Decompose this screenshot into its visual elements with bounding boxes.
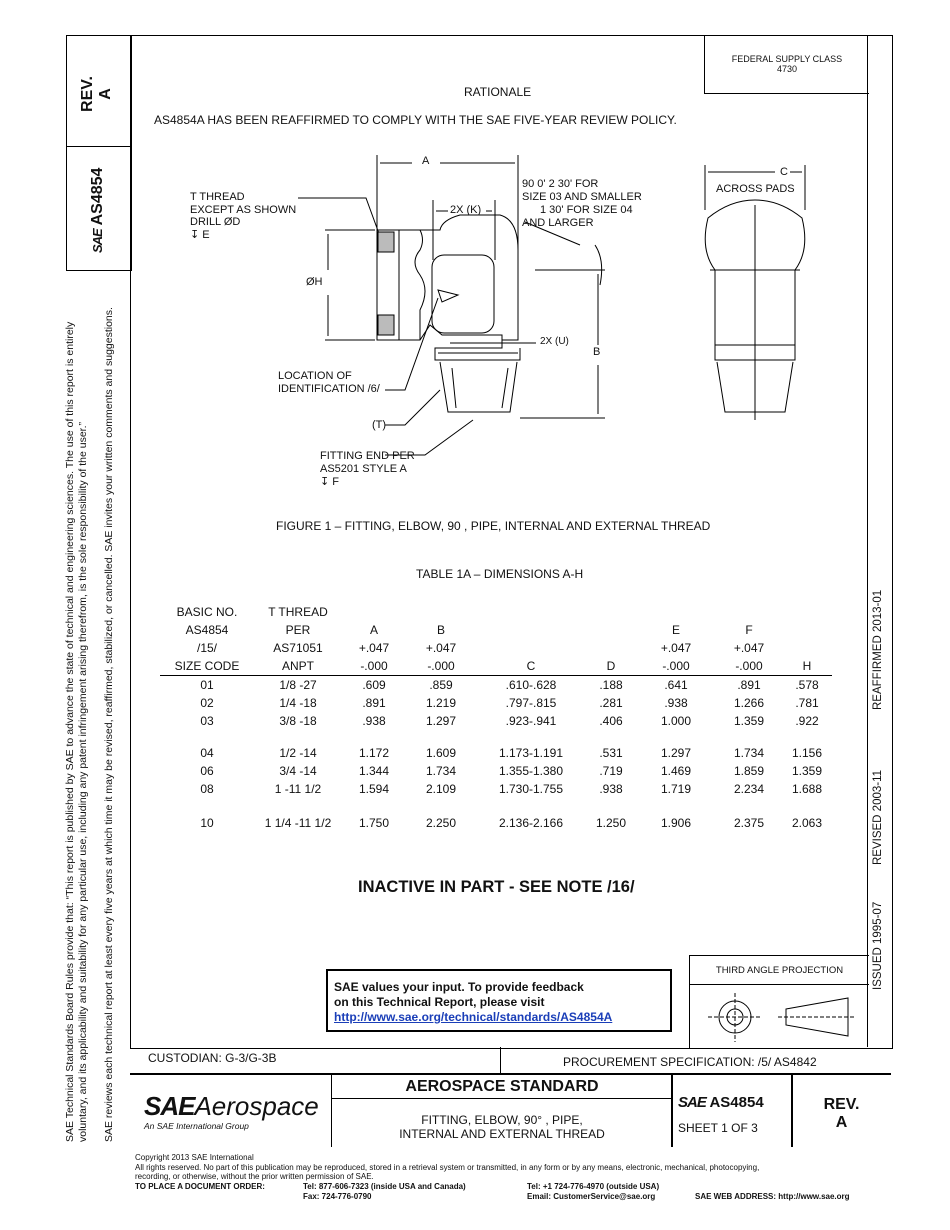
- order-label: TO PLACE A DOCUMENT ORDER:: [135, 1181, 265, 1191]
- sae-aerospace-logo: [130, 1074, 332, 1147]
- angle-note: [522, 178, 642, 230]
- procurement-spec: PROCUREMENT SPECIFICATION: /5/ AS4842: [563, 1055, 817, 1069]
- sheet-number: SHEET 1 OF 3: [678, 1121, 758, 1135]
- third-angle-box: [689, 955, 869, 1049]
- table-cell: 2.063: [791, 816, 823, 830]
- table-cell: [716, 730, 782, 744]
- table-cell: +.047: [425, 641, 457, 655]
- table-header-row: [160, 657, 832, 676]
- fitting-note-line: AS5201 STYLE A: [320, 463, 407, 475]
- feedback-line-2: on this Technical Report, please visit: [334, 995, 545, 1009]
- table-cell: 1.172: [358, 746, 390, 760]
- table-cell: .719: [599, 764, 623, 778]
- table-cell: [476, 798, 586, 814]
- logo-sae: SAE: [144, 1091, 195, 1121]
- table-cell: [636, 603, 716, 621]
- table-cell: 2.234: [733, 782, 765, 796]
- table-cell: [782, 621, 832, 639]
- table-cell: .938: [599, 782, 623, 796]
- table-cell: AS71051: [273, 641, 323, 655]
- thread-note-line: DRILL ØD: [190, 216, 241, 228]
- table-cell: [782, 730, 832, 744]
- table-row: [160, 744, 832, 762]
- table-header-row: [160, 621, 832, 639]
- table-cell: D: [586, 657, 636, 676]
- web-address[interactable]: SAE WEB ADDRESS: http://www.sae.org: [695, 1191, 850, 1201]
- table-row: [160, 762, 832, 780]
- table-cell: A: [369, 623, 378, 637]
- table-cell: [716, 798, 782, 814]
- dimensions-table: [160, 603, 832, 832]
- projection-symbol-icon: [698, 990, 863, 1046]
- table-title: TABLE 1A – DIMENSIONS A-H: [416, 567, 584, 581]
- issued-date: ISSUED 1995-07: [872, 901, 884, 990]
- dim-c-label: C: [780, 166, 788, 178]
- table-cell: [160, 730, 254, 744]
- table-cell: [586, 621, 636, 639]
- thread-note-line: EXCEPT AS SHOWN: [190, 203, 297, 216]
- table-cell: [342, 603, 406, 621]
- dim-a-label: A: [422, 155, 430, 167]
- feedback-box: [326, 969, 672, 1032]
- table-cell: 1.734: [425, 764, 457, 778]
- table-cell: [636, 730, 716, 744]
- fitting-note-line: ↧ F: [320, 476, 339, 488]
- table-cell: 1.219: [425, 696, 457, 710]
- table-cell: 1/2 -14: [279, 746, 317, 760]
- table-cell: [254, 798, 342, 814]
- phone-intl: Tel: +1 724-776-4970 (outside USA): [527, 1181, 660, 1191]
- table-cell: 3/4 -14: [279, 764, 317, 778]
- dim-b-label: B: [593, 346, 601, 358]
- table-cell: [476, 730, 586, 744]
- rev-label: REV.: [79, 76, 96, 112]
- custodian: CUSTODIAN: G-3/G-3B: [148, 1051, 277, 1065]
- table-cell: 08: [200, 782, 214, 796]
- table-cell: 04: [200, 746, 214, 760]
- table-cell: [160, 798, 254, 814]
- table-cell: /15/: [196, 641, 217, 655]
- table-cell: PER: [285, 623, 311, 637]
- copyright: Copyright 2013 SAE International: [135, 1153, 254, 1162]
- table-cell: [342, 798, 406, 814]
- email[interactable]: Email: CustomerService@sae.org: [527, 1191, 656, 1201]
- table-cell: 1.719: [660, 782, 692, 796]
- table-cell: 1.469: [660, 764, 692, 778]
- table-cell: .797-.815: [505, 696, 557, 710]
- table-cell: ANPT: [254, 657, 342, 676]
- table-cell: 3/8 -18: [279, 714, 317, 728]
- table-cell: AS4854: [185, 623, 229, 637]
- table-header-row: [160, 603, 832, 621]
- table-spacer: [160, 798, 832, 814]
- table-cell: C: [476, 657, 586, 676]
- doc-number-box: [66, 145, 132, 271]
- table-cell: 2.109: [425, 782, 457, 796]
- table-cell: .891: [362, 696, 386, 710]
- table-row: [160, 814, 832, 832]
- table-cell: 10: [200, 816, 214, 830]
- sae-logo-small: SAE: [90, 229, 105, 253]
- table-cell: 03: [200, 714, 214, 728]
- title-block: [130, 1047, 891, 1147]
- ident-note-line: LOCATION OF: [278, 370, 352, 382]
- table-cell: 2.250: [425, 816, 457, 830]
- fax: Fax: 724-776-0790: [303, 1191, 372, 1201]
- table-cell: 1.297: [425, 714, 457, 728]
- table-cell: .938: [664, 696, 688, 710]
- table-cell: +.047: [660, 641, 692, 655]
- table-cell: [716, 603, 782, 621]
- table-cell: +.047: [358, 641, 390, 655]
- table-cell: 1.355-1.380: [498, 764, 564, 778]
- table-row: [160, 712, 832, 730]
- across-pads-label: ACROSS PADS: [716, 183, 795, 195]
- table-cell: 1.000: [660, 714, 692, 728]
- table-cell: 1.750: [358, 816, 390, 830]
- federal-supply-class: [704, 35, 869, 94]
- table-cell: .188: [599, 678, 623, 692]
- doc-sae-logo: SAE: [678, 1094, 706, 1111]
- table-cell: [406, 730, 476, 744]
- table-cell: 1.266: [733, 696, 765, 710]
- table-spacer: [160, 730, 832, 744]
- inactive-note: INACTIVE IN PART - SEE NOTE /16/: [358, 878, 635, 896]
- table-cell: 1.859: [733, 764, 765, 778]
- thread-note: [190, 191, 296, 241]
- figure-caption: FIGURE 1 – FITTING, ELBOW, 90 , PIPE, INTERNAL AND EXTERNAL THREAD: [276, 519, 711, 533]
- reaffirmed-date: REAFFIRMED 2013-01: [872, 589, 884, 710]
- table-cell: -.000: [716, 657, 782, 676]
- table-cell: H: [782, 657, 832, 676]
- table-cell: 1.173-1.191: [498, 746, 564, 760]
- logo-subtitle: An SAE International Group: [144, 1121, 249, 1131]
- table-cell: [586, 603, 636, 621]
- table-row: [160, 694, 832, 712]
- table-cell: .281: [599, 696, 623, 710]
- dim-2xu-label: 2X (U): [540, 336, 569, 347]
- table-cell: [342, 730, 406, 744]
- table-cell: T THREAD: [268, 605, 328, 619]
- table-cell: 1.688: [791, 782, 823, 796]
- dim-t-label: (T): [372, 419, 387, 431]
- table-cell: 01: [200, 678, 214, 692]
- angle-note-line: SIZE 03 AND SMALLER: [522, 191, 642, 203]
- doc-number-side: AS4854: [89, 167, 106, 226]
- fitting-note-line: FITTING END PER: [320, 450, 415, 462]
- footer: [135, 1153, 895, 1202]
- rationale-text: AS4854A HAS BEEN REAFFIRMED TO COMPLY WITH THE SAE FIVE-YEAR REVIEW POLICY.: [154, 113, 677, 127]
- table-cell: .609: [362, 678, 386, 692]
- table-cell: 06: [200, 764, 214, 778]
- table-cell: 1.359: [733, 714, 765, 728]
- table-cell: 1/4 -18: [279, 696, 317, 710]
- table-cell: 1.359: [791, 764, 823, 778]
- revised-date: REVISED 2003-11: [872, 769, 884, 865]
- thread-note-line: T THREAD: [190, 191, 245, 203]
- table-cell: 1.730-1.755: [498, 782, 564, 796]
- table-cell: [406, 798, 476, 814]
- rights-line-2: recording, or otherwise, without the prior written permission of SAE.: [135, 1172, 374, 1181]
- table-cell: .891: [737, 678, 761, 692]
- notice-line-2: voluntary, and its applicability and suitability for any particular use, including any patent infringement arising therefrom, is the sole responsibility of the user.”: [77, 421, 89, 1142]
- table-cell: [476, 621, 586, 639]
- table-cell: .922: [795, 714, 819, 728]
- table-cell: -.000: [636, 657, 716, 676]
- table-cell: 2.136-2.166: [498, 816, 564, 830]
- table-cell: 1.734: [733, 746, 765, 760]
- doc-title-line-1: FITTING, ELBOW, 90° , PIPE,: [421, 1113, 583, 1127]
- table-cell: 1.297: [660, 746, 692, 760]
- table-cell: 1.906: [660, 816, 692, 830]
- table-cell: .610-.628: [505, 678, 557, 692]
- table-cell: 02: [200, 696, 214, 710]
- table-cell: [406, 603, 476, 621]
- table-cell: .781: [795, 696, 819, 710]
- table-header-row: [160, 639, 832, 657]
- logo-aerospace: Aerospace: [194, 1091, 319, 1121]
- table-cell: .641: [664, 678, 688, 692]
- table-cell: [476, 639, 586, 657]
- table-cell: -.000: [406, 657, 476, 676]
- rev-box: [66, 35, 132, 147]
- rights-line-1: All rights reserved. No part of this publication may be reproduced, stored in a retrieval system or transmitted, in any form or by any means, electronic, mechanical, photocopying,: [135, 1162, 760, 1172]
- doc-number: AS4854: [709, 1094, 764, 1111]
- aerospace-standard-title: AEROSPACE STANDARD: [405, 1078, 599, 1095]
- notice-line-1: SAE Technical Standards Board Rules provide that: “This report is published by SAE to advance the state of technical and engineering sciences. The use of this report is entirely: [64, 321, 76, 1142]
- table-cell: .859: [429, 678, 453, 692]
- table-cell: 1.156: [791, 746, 823, 760]
- table-cell: .578: [795, 678, 819, 692]
- feedback-link[interactable]: http://www.sae.org/technical/standards/AS4854A: [334, 1010, 613, 1024]
- table-cell: [586, 730, 636, 744]
- phone-usa: Tel: 877-606-7323 (inside USA and Canada): [303, 1181, 466, 1191]
- third-angle-label: THIRD ANGLE PROJECTION: [715, 965, 844, 976]
- table-cell: E: [671, 623, 680, 637]
- table-cell: [782, 603, 832, 621]
- table-cell: 2.375: [733, 816, 765, 830]
- rev-value: A: [97, 88, 114, 100]
- fsc-label: FEDERAL SUPPLY CLASS: [731, 54, 843, 64]
- table-cell: [254, 730, 342, 744]
- table-cell: .938: [362, 714, 386, 728]
- table-cell: SIZE CODE: [160, 657, 254, 676]
- table-cell: 1.344: [358, 764, 390, 778]
- table-row: [160, 676, 832, 695]
- angle-note-line: AND LARGER: [522, 217, 594, 229]
- table-cell: 1/8 -27: [279, 678, 317, 692]
- right-status-strip: [867, 35, 892, 1047]
- table-cell: [782, 798, 832, 814]
- table-cell: BASIC NO.: [176, 605, 238, 619]
- rationale-title: RATIONALE: [464, 85, 532, 99]
- table-cell: +.047: [733, 641, 765, 655]
- table-cell: [586, 639, 636, 657]
- table-row: [160, 780, 832, 798]
- table-cell: [782, 639, 832, 657]
- identification-note: [278, 370, 380, 396]
- angle-note-line: 90 0' 2 30' FOR: [522, 178, 599, 190]
- feedback-line-1: SAE values your input. To provide feedback: [334, 980, 584, 994]
- dim-2xk-label: 2X (K): [450, 204, 482, 216]
- fitting-end-note: [320, 450, 415, 489]
- table-cell: .406: [599, 714, 623, 728]
- table-cell: 1.594: [358, 782, 390, 796]
- table-cell: [476, 603, 586, 621]
- dim-h-label: ØH: [306, 276, 323, 288]
- notice-line-3: SAE reviews each technical report at least every five years at which time it may be revised, reaffirmed, stabilized, or cancelled. SAE invites your written comments and suggestions.: [103, 307, 115, 1142]
- angle-note-line: 1 30' FOR SIZE 04: [540, 204, 633, 216]
- doc-title-line-2: INTERNAL AND EXTERNAL THREAD: [399, 1127, 605, 1141]
- rev-label-bottom: REV.: [823, 1096, 860, 1113]
- ident-note-line: IDENTIFICATION /6/: [278, 383, 380, 395]
- table-cell: .923-.941: [505, 714, 557, 728]
- table-cell: [586, 798, 636, 814]
- table-cell: F: [745, 623, 753, 637]
- table-cell: -.000: [342, 657, 406, 676]
- table-cell: 1.609: [425, 746, 457, 760]
- fsc-value: 4730: [776, 64, 798, 74]
- table-cell: B: [436, 623, 445, 637]
- table-cell: 1 -11 1/2: [274, 782, 322, 796]
- table-cell: [636, 798, 716, 814]
- thread-note-line: ↧ E: [190, 228, 210, 241]
- rev-value-bottom: A: [835, 1114, 848, 1131]
- table-cell: .531: [599, 746, 623, 760]
- table-cell: 1.250: [595, 816, 627, 830]
- table-cell: 1 1/4 -11 1/2: [264, 816, 332, 830]
